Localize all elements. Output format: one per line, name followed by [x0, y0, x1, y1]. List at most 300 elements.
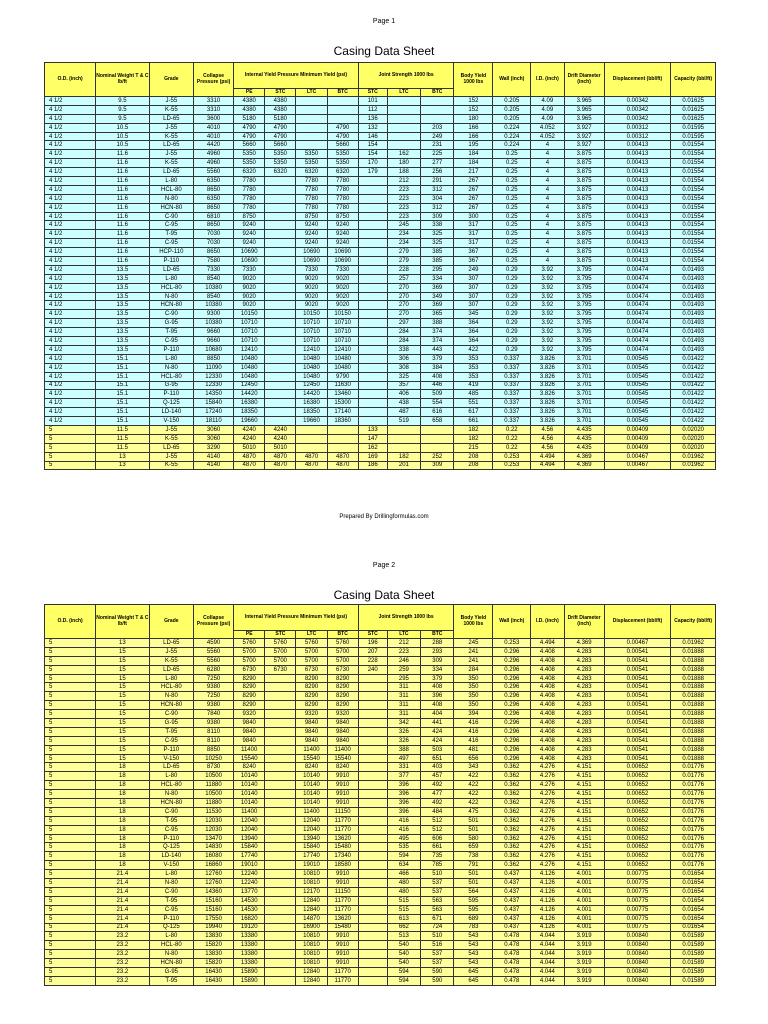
table-cell: 11400 [296, 807, 327, 816]
table-cell: 309 [421, 212, 454, 221]
table-cell: 3.875 [564, 221, 604, 230]
table-cell: 14350 [194, 390, 234, 399]
table-cell: 4 [531, 185, 564, 194]
table-cell: 0.00413 [604, 221, 671, 230]
table-cell: 5 [45, 852, 96, 861]
table-cell: C-90 [149, 807, 194, 816]
table-cell: 564 [454, 887, 493, 896]
table-cell: 8290 [234, 683, 265, 692]
table-cell: 791 [454, 861, 493, 870]
table-cell: 4140 [194, 452, 234, 461]
table-cell: 15540 [327, 754, 358, 763]
table-cell: 0.362 [493, 843, 531, 852]
table-cell: 13940 [234, 834, 265, 843]
table-cell: 13.5 [96, 265, 149, 274]
table-cell: 11.5 [96, 425, 149, 434]
table-cell: 10710 [327, 319, 358, 328]
table-cell: 0.25 [493, 168, 531, 177]
table-cell: 284 [387, 328, 420, 337]
table-cell: 307 [454, 283, 493, 292]
table-cell: 3.965 [564, 105, 604, 114]
table-cell: 11770 [327, 825, 358, 834]
table-cell: 228 [387, 265, 420, 274]
table-cell: 422 [454, 345, 493, 354]
table-cell: 10140 [234, 799, 265, 808]
table-cell: 234 [387, 230, 420, 239]
table-cell: 0.01493 [671, 345, 716, 354]
table-cell: 13 [96, 639, 149, 648]
table-cell: 5350 [265, 150, 296, 159]
table-cell: 4.001 [564, 914, 604, 923]
table-cell [358, 772, 387, 781]
table-cell: 13.5 [96, 337, 149, 346]
table-cell: 9020 [234, 292, 265, 301]
table-cell: 4.126 [531, 870, 564, 879]
table-cell: 267 [454, 185, 493, 194]
table-cell: 0.00541 [604, 701, 671, 710]
table-cell: 0.00840 [604, 967, 671, 976]
subheader-pe: PE [234, 89, 265, 97]
table-cell: HCL-80 [149, 185, 194, 194]
table-cell: 3.927 [564, 123, 604, 132]
table-cell: 8290 [327, 683, 358, 692]
table-cell: 304 [421, 194, 454, 203]
table-cell: 537 [421, 950, 454, 959]
table-cell: 10710 [296, 328, 327, 337]
table-cell: 0.437 [493, 923, 531, 932]
table-cell: 0.01888 [671, 674, 716, 683]
table-cell: 10150 [296, 310, 327, 319]
table-cell: 377 [387, 772, 420, 781]
table-cell: 15820 [194, 959, 234, 968]
table-cell: 208 [454, 461, 493, 470]
table-cell: 0.00474 [604, 292, 671, 301]
table-cell: 4 [531, 150, 564, 159]
table-cell: 9910 [327, 799, 358, 808]
table-cell: 11770 [327, 896, 358, 905]
table-cell: 0.00342 [604, 105, 671, 114]
table-row [45, 790, 716, 799]
table-cell: 338 [387, 345, 420, 354]
table-cell: 12040 [296, 825, 327, 834]
table-cell: 18 [96, 781, 149, 790]
table-cell: 0.01962 [671, 461, 716, 470]
table-cell: 4 1/2 [45, 354, 96, 363]
table-cell: 18 [96, 772, 149, 781]
table-cell: 5 [45, 923, 96, 932]
table-cell: 4.09 [531, 114, 564, 123]
table-cell: 3.701 [564, 354, 604, 363]
table-cell: 186 [358, 461, 387, 470]
table-cell: 5 [45, 950, 96, 959]
table-cell: 18 [96, 861, 149, 870]
table-cell: 10500 [194, 772, 234, 781]
table-cell: 9300 [194, 310, 234, 319]
subheader-js-stc: STC [358, 89, 387, 97]
table-cell: 223 [387, 185, 420, 194]
table-cell: 10680 [194, 345, 234, 354]
table-cell: 9910 [327, 941, 358, 950]
table-cell: 8730 [194, 763, 234, 772]
table-cell: 4 1/2 [45, 177, 96, 186]
table-cell [358, 879, 387, 888]
table-cell: 537 [421, 879, 454, 888]
table-row [45, 719, 716, 728]
table-cell: 3.92 [531, 265, 564, 274]
table-cell: 0.01776 [671, 781, 716, 790]
table-cell: 4.408 [531, 727, 564, 736]
table-cell: 0.00342 [604, 114, 671, 123]
table-cell: 4010 [194, 132, 234, 141]
table-cell: 0.253 [493, 452, 531, 461]
table-cell: 4.001 [564, 923, 604, 932]
table-cell: 13.5 [96, 319, 149, 328]
table-cell [358, 710, 387, 719]
table-cell: 0.25 [493, 212, 531, 221]
table-cell: 394 [454, 710, 493, 719]
table-cell: 0.01493 [671, 265, 716, 274]
table-cell: 15.1 [96, 381, 149, 390]
table-cell: 0.296 [493, 736, 531, 745]
table-cell: 8240 [296, 763, 327, 772]
table-cell: 5700 [234, 647, 265, 656]
table-cell: 5 [45, 896, 96, 905]
table-cell: 0.01776 [671, 825, 716, 834]
table-cell: 13 [96, 461, 149, 470]
table-cell: 4.276 [531, 852, 564, 861]
table-cell: 477 [421, 790, 454, 799]
table-cell: 4.283 [564, 692, 604, 701]
table-cell: 5760 [296, 639, 327, 648]
table-cell: 3.875 [564, 168, 604, 177]
table-cell: 0.01776 [671, 852, 716, 861]
table-cell: 249 [421, 132, 454, 141]
table-cell: 0.01625 [671, 105, 716, 114]
table-cell: 0.01654 [671, 914, 716, 923]
table-cell: 3.875 [564, 185, 604, 194]
table-cell [265, 967, 296, 976]
table-cell: 203 [421, 123, 454, 132]
table-cell: 466 [387, 870, 420, 879]
table-cell: 4.044 [531, 967, 564, 976]
table-row [45, 816, 716, 825]
table-cell: 3310 [194, 105, 234, 114]
table-cell: 5 [45, 701, 96, 710]
table-cell: 17340 [327, 852, 358, 861]
table-cell [265, 905, 296, 914]
table-cell: 184 [454, 159, 493, 168]
table-cell: 9240 [296, 221, 327, 230]
table-cell: 4.283 [564, 754, 604, 763]
table-cell: 23.2 [96, 950, 149, 959]
table-cell: 152 [454, 105, 493, 114]
table-cell: 4 1/2 [45, 408, 96, 417]
table-cell: 0.00775 [604, 914, 671, 923]
table-cell: 0.22 [493, 443, 531, 452]
table-cell: 4.052 [531, 132, 564, 141]
table-cell: 9020 [234, 283, 265, 292]
table-cell: 13620 [327, 834, 358, 843]
table-cell [265, 959, 296, 968]
table-cell: 0.296 [493, 665, 531, 674]
table-cell: 15300 [327, 399, 358, 408]
table-cell: 234 [387, 239, 420, 248]
table-cell: 9240 [234, 230, 265, 239]
table-cell: 4.276 [531, 781, 564, 790]
table-cell: C-95 [149, 905, 194, 914]
table-cell: 4 1/2 [45, 257, 96, 266]
table-cell: 4.408 [531, 701, 564, 710]
table-cell: 9240 [234, 239, 265, 248]
table-cell: 595 [454, 896, 493, 905]
table-cell: 7780 [327, 194, 358, 203]
table-cell: 9320 [296, 710, 327, 719]
table-cell: 15 [96, 683, 149, 692]
table-cell: 4.408 [531, 736, 564, 745]
table-cell: 3060 [194, 425, 234, 434]
table-cell: 11.6 [96, 221, 149, 230]
table-cell: 241 [454, 647, 493, 656]
table-cell: 326 [387, 727, 420, 736]
table-cell: 9.5 [96, 105, 149, 114]
header-wall: Wall (inch) [493, 63, 531, 97]
table-cell: 15890 [234, 976, 265, 985]
table-row [45, 647, 716, 656]
table-cell: 279 [387, 257, 420, 266]
table-cell: 0.01589 [671, 976, 716, 985]
table-cell: 18 [96, 763, 149, 772]
table-cell: 540 [387, 941, 420, 950]
header-id: I.D. (inch) [531, 605, 564, 639]
table-cell [265, 896, 296, 905]
table-cell: 9660 [194, 337, 234, 346]
table-cell: 4 1/2 [45, 132, 96, 141]
table-cell: 17140 [327, 408, 358, 417]
table-cell [265, 950, 296, 959]
table-row [45, 710, 716, 719]
table-cell: 5 [45, 807, 96, 816]
table-cell: 0.224 [493, 141, 531, 150]
table-cell: 146 [358, 132, 387, 141]
table-cell: 18350 [234, 408, 265, 417]
table-cell: 240 [358, 665, 387, 674]
table-cell: Q-125 [149, 923, 194, 932]
table-cell: 4.044 [531, 932, 564, 941]
table-cell: J-55 [149, 425, 194, 434]
table-cell: 3.875 [564, 203, 604, 212]
table-cell: 4870 [296, 452, 327, 461]
subheader-ltc: LTC [296, 631, 327, 639]
table-cell: 295 [387, 674, 420, 683]
table-cell: 5760 [327, 639, 358, 648]
table-cell: 11630 [327, 381, 358, 390]
page-title: Casing Data Sheet [333, 588, 435, 602]
table-cell: 422 [454, 781, 493, 790]
table-cell: 0.296 [493, 692, 531, 701]
table-cell: 4 1/2 [45, 390, 96, 399]
table-cell: T-95 [149, 816, 194, 825]
table-cell: 4.044 [531, 959, 564, 968]
table-cell: 154 [358, 141, 387, 150]
table-cell: 12040 [234, 825, 265, 834]
table-cell: 0.437 [493, 887, 531, 896]
table-cell: 147 [358, 434, 387, 443]
table-cell: 4 [531, 212, 564, 221]
table-cell: 0.00545 [604, 417, 671, 426]
table-cell: 659 [454, 843, 493, 852]
table-cell: 277 [421, 159, 454, 168]
table-row [45, 976, 716, 985]
table-cell: 0.296 [493, 719, 531, 728]
table-cell: LD-65 [149, 141, 194, 150]
table-cell: 180 [454, 114, 493, 123]
page-title: Casing Data Sheet [333, 44, 435, 58]
table-cell: 3.965 [564, 114, 604, 123]
table-cell: 12330 [194, 381, 234, 390]
table-cell: G-95 [149, 381, 194, 390]
table-cell: 3.795 [564, 292, 604, 301]
table-cell: 416 [454, 727, 493, 736]
table-cell: J-55 [149, 123, 194, 132]
table-cell: 0.01422 [671, 408, 716, 417]
table-cell: 307 [454, 274, 493, 283]
table-cell: 5350 [296, 150, 327, 159]
table-cell: 0.437 [493, 914, 531, 923]
table-cell: 4.408 [531, 665, 564, 674]
table-cell: 0.25 [493, 159, 531, 168]
table-cell: 3.875 [564, 248, 604, 257]
table-cell: 9840 [327, 719, 358, 728]
table-cell: 0.01589 [671, 932, 716, 941]
table-cell: 11400 [234, 807, 265, 816]
table-cell: 0.29 [493, 310, 531, 319]
table-row [45, 879, 716, 888]
table-cell: 245 [387, 221, 420, 230]
header-grade: Grade [149, 63, 194, 97]
table-cell: 4140 [194, 461, 234, 470]
table-cell: 9910 [327, 870, 358, 879]
table-cell [358, 959, 387, 968]
table-cell: 0.01654 [671, 879, 716, 888]
table-cell: 0.337 [493, 381, 531, 390]
table-cell [265, 799, 296, 808]
table-cell: 10480 [327, 363, 358, 372]
table-cell [358, 701, 387, 710]
table-cell: 6320 [327, 168, 358, 177]
table-cell: 0.362 [493, 790, 531, 799]
table-cell: 0.00652 [604, 781, 671, 790]
table-cell: 495 [387, 834, 420, 843]
table-cell: 9.5 [96, 114, 149, 123]
table-cell: 0.25 [493, 203, 531, 212]
table-cell: 594 [387, 967, 420, 976]
table-cell: 4 [531, 203, 564, 212]
table-cell: 325 [387, 372, 420, 381]
table-cell: 12410 [296, 345, 327, 354]
table-cell: 0.00413 [604, 150, 671, 159]
table-row [45, 763, 716, 772]
table-cell: 6320 [234, 168, 265, 177]
table-cell: 11770 [327, 967, 358, 976]
table-cell: 594 [387, 852, 420, 861]
table-cell: 6730 [265, 665, 296, 674]
table-cell: 270 [387, 310, 420, 319]
table-cell: 0.01554 [671, 177, 716, 186]
table-cell: 4.283 [564, 665, 604, 674]
table-cell: T-95 [149, 727, 194, 736]
table-cell: 4.044 [531, 941, 564, 950]
table-cell [358, 852, 387, 861]
table-cell: 4870 [234, 452, 265, 461]
table-cell: 306 [387, 354, 420, 363]
table-cell: C-90 [149, 710, 194, 719]
table-cell: LD-65 [149, 265, 194, 274]
table-cell: 594 [387, 976, 420, 985]
table-cell: 8290 [296, 683, 327, 692]
table-cell: 4.56 [531, 434, 564, 443]
table-cell: 4 1/2 [45, 319, 96, 328]
table-row [45, 639, 716, 648]
table-cell: 11770 [327, 976, 358, 985]
table-cell: 0.296 [493, 754, 531, 763]
table-cell: 19010 [296, 861, 327, 870]
table-cell: 0.00413 [604, 185, 671, 194]
table-cell: 0.01493 [671, 328, 716, 337]
table-cell: 0.00474 [604, 274, 671, 283]
table-cell [358, 692, 387, 701]
table-cell: 3.927 [564, 141, 604, 150]
table-cell: 8540 [194, 292, 234, 301]
table-cell [265, 852, 296, 861]
table-cell: 0.362 [493, 799, 531, 808]
table-cell: 0.01888 [671, 710, 716, 719]
table-cell: 5 [45, 656, 96, 665]
table-cell: V-150 [149, 754, 194, 763]
subheader-btc: BTC [327, 89, 358, 97]
table-cell: 396 [387, 781, 420, 790]
table-cell: 10.5 [96, 123, 149, 132]
table-cell: 396 [387, 790, 420, 799]
table-cell: 3.92 [531, 301, 564, 310]
table-cell: 13.5 [96, 328, 149, 337]
table-cell: 5 [45, 781, 96, 790]
table-cell: 4870 [327, 452, 358, 461]
table-cell: 0.296 [493, 674, 531, 683]
table-cell [265, 674, 296, 683]
table-cell: 0.01554 [671, 168, 716, 177]
table-cell: 11.6 [96, 230, 149, 239]
table-row [45, 745, 716, 754]
table-cell: 4.494 [531, 461, 564, 470]
table-row [45, 674, 716, 683]
table-cell: 4.408 [531, 647, 564, 656]
table-cell: 17550 [194, 914, 234, 923]
table-cell: 15840 [296, 843, 327, 852]
table-cell: L-80 [149, 870, 194, 879]
table-cell [358, 781, 387, 790]
header-body-yield: Body Yield 1000 lbs [454, 63, 493, 97]
table-cell: 21.4 [96, 870, 149, 879]
table-cell: 9320 [327, 710, 358, 719]
table-cell: 3.795 [564, 310, 604, 319]
table-cell: 7840 [194, 710, 234, 719]
table-cell: 0.00775 [604, 923, 671, 932]
table-cell: 9020 [296, 283, 327, 292]
table-cell: 10480 [234, 354, 265, 363]
table-cell: 5 [45, 683, 96, 692]
table-cell: 4.276 [531, 816, 564, 825]
table-cell: 0.01554 [671, 159, 716, 168]
